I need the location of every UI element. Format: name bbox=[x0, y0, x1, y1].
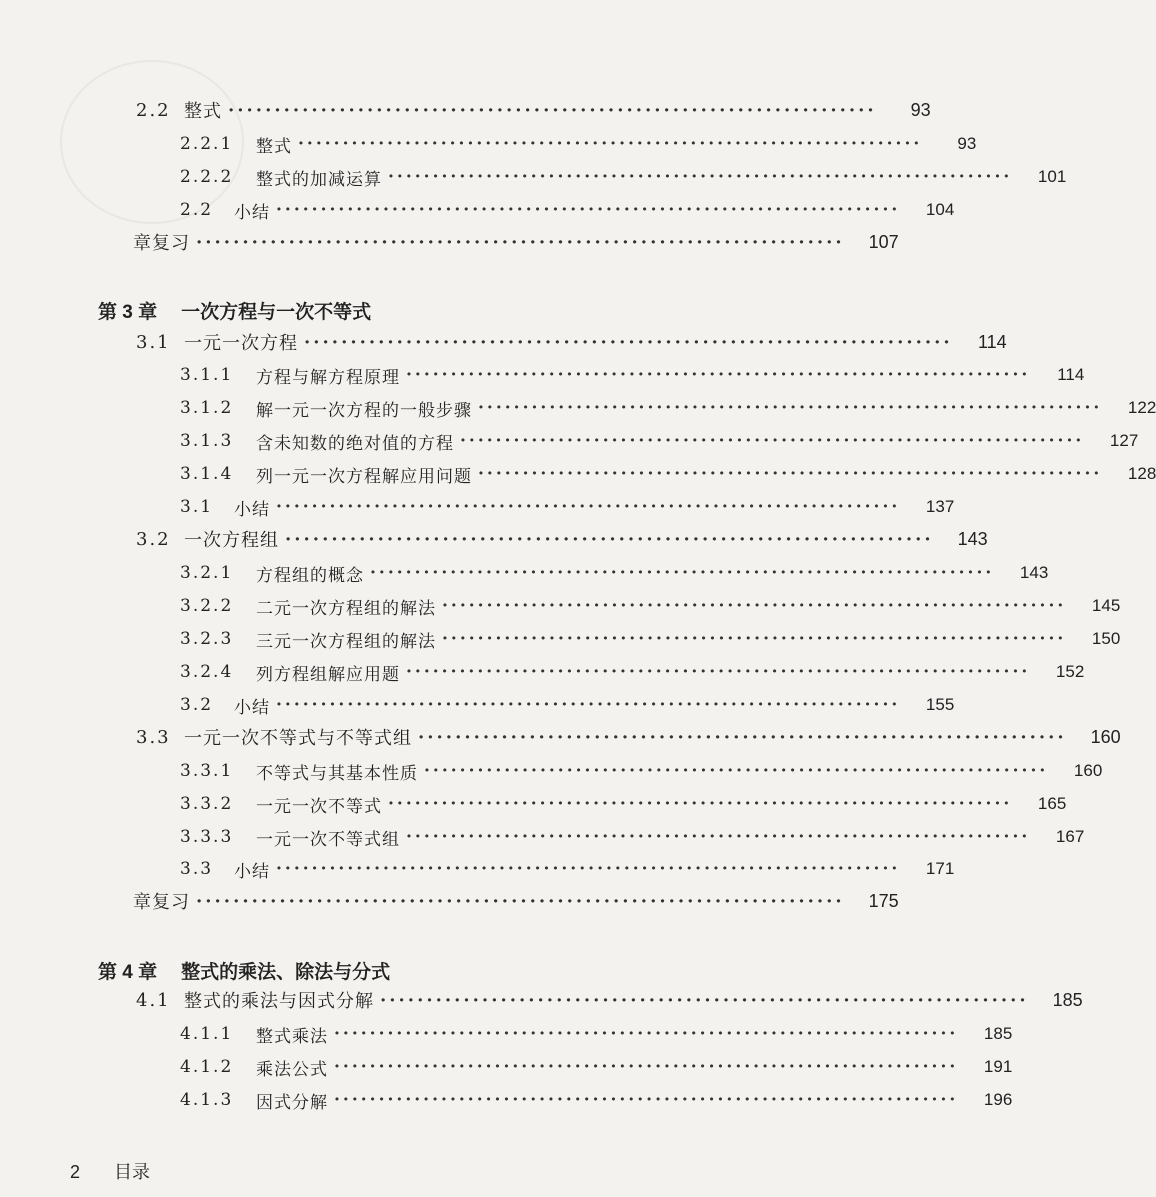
page-number: 107 bbox=[868, 231, 899, 252]
page-number: 160 bbox=[1090, 726, 1121, 747]
page-number: 171 bbox=[925, 859, 955, 878]
section-number: 3.1 bbox=[180, 497, 214, 517]
chapter-label: 第 4 章 bbox=[98, 962, 158, 983]
dot-leader: ······································································ bbox=[442, 629, 1067, 649]
section-title: 一次方程组 bbox=[184, 530, 279, 551]
toc-entry[interactable] bbox=[136, 984, 1083, 1016]
dot-leader: ······································································ bbox=[406, 662, 1031, 682]
dot-leader: ······································································ bbox=[388, 167, 1013, 187]
section-title: 不等式与其基本性质 bbox=[256, 763, 418, 784]
toc-entry[interactable] bbox=[180, 689, 955, 721]
page-footer bbox=[70, 1158, 150, 1184]
page-number: 93 bbox=[957, 134, 977, 153]
page-number: 185 bbox=[1052, 989, 1083, 1010]
dot-leader: ······································································ bbox=[388, 794, 1013, 814]
toc-entry[interactable] bbox=[136, 94, 931, 126]
chapter-heading[interactable] bbox=[98, 957, 390, 984]
page-number: 137 bbox=[925, 497, 955, 516]
page-number: 122 bbox=[1127, 398, 1156, 417]
page-number: 191 bbox=[983, 1057, 1013, 1076]
toc-entry[interactable] bbox=[180, 1018, 1013, 1050]
toc-entry[interactable] bbox=[180, 359, 1085, 391]
section-title: 小结 bbox=[234, 202, 270, 223]
page-number: 165 bbox=[1037, 794, 1067, 813]
dot-leader: ······································································ bbox=[334, 1090, 959, 1110]
section-number: 3.2.1 bbox=[180, 563, 234, 583]
dot-leader: ······································································ bbox=[228, 99, 877, 121]
section-number: 3.3.3 bbox=[180, 827, 234, 847]
section-number: 4.1 bbox=[136, 989, 171, 1011]
section-title: 方程组的概念 bbox=[256, 565, 364, 586]
dot-leader: ······································································ bbox=[276, 497, 901, 517]
dot-leader: ······································································ bbox=[406, 827, 1031, 847]
dot-leader: ······································································ bbox=[424, 761, 1049, 781]
page-number: 185 bbox=[983, 1024, 1013, 1043]
section-number: 3.2.2 bbox=[180, 596, 234, 616]
dot-leader: ······································································ bbox=[380, 989, 1029, 1011]
section-title: 章复习 bbox=[133, 892, 190, 913]
section-title: 小结 bbox=[234, 697, 270, 718]
toc-entry[interactable] bbox=[180, 821, 1085, 853]
page-number: 93 bbox=[910, 99, 931, 120]
toc-entry[interactable] bbox=[180, 1084, 1013, 1116]
section-number: 3.2.3 bbox=[180, 629, 234, 649]
chapter-title: 一次方程与一次不等式 bbox=[181, 302, 372, 323]
section-title: 三元一次方程组的解法 bbox=[256, 631, 436, 652]
dot-leader: ······································································ bbox=[196, 890, 845, 912]
section-title: 整式 bbox=[256, 136, 292, 157]
toc-entry[interactable] bbox=[180, 1051, 1013, 1083]
section-title: 一元一次不等式与不等式组 bbox=[184, 728, 412, 749]
toc-entry[interactable] bbox=[180, 392, 1156, 424]
page-number: 152 bbox=[1055, 662, 1085, 681]
section-number: 4.1.1 bbox=[180, 1024, 234, 1044]
dot-leader: ······································································ bbox=[460, 431, 1085, 451]
section-number: 3.1 bbox=[136, 331, 171, 353]
toc-entry[interactable] bbox=[180, 590, 1121, 622]
page-number: 167 bbox=[1055, 827, 1085, 846]
section-title: 整式乘法 bbox=[256, 1026, 328, 1047]
page-number: 104 bbox=[925, 200, 955, 219]
dot-leader: ······································································ bbox=[285, 528, 934, 550]
section-title: 含未知数的绝对值的方程 bbox=[256, 433, 454, 454]
dot-leader: ······································································ bbox=[418, 726, 1067, 748]
section-number: 3.2 bbox=[180, 695, 214, 715]
dot-leader: ······································································ bbox=[196, 231, 845, 253]
footer-label: 目录 bbox=[114, 1162, 151, 1182]
toc-entry[interactable] bbox=[180, 425, 1139, 457]
toc-entry[interactable] bbox=[180, 458, 1156, 490]
section-title: 列一元一次方程解应用问题 bbox=[256, 466, 472, 487]
dot-leader: ······································································ bbox=[406, 365, 1031, 385]
section-title: 小结 bbox=[234, 499, 270, 520]
footer-page-number: 2 bbox=[70, 1162, 81, 1182]
section-title: 一元一次方程 bbox=[184, 333, 298, 354]
page-number: 175 bbox=[868, 890, 899, 911]
toc-entry[interactable] bbox=[133, 885, 899, 917]
dot-leader: ······································································ bbox=[370, 563, 995, 583]
dot-leader: ······································································ bbox=[442, 596, 1067, 616]
toc-entry[interactable] bbox=[180, 656, 1085, 688]
dot-leader: ······································································ bbox=[478, 464, 1103, 484]
toc-entry[interactable] bbox=[180, 755, 1103, 787]
dot-leader: ······································································ bbox=[276, 200, 901, 220]
section-title: 乘法公式 bbox=[256, 1059, 328, 1080]
section-title: 整式 bbox=[184, 101, 222, 122]
chapter-heading[interactable] bbox=[98, 297, 371, 324]
page-number: 155 bbox=[925, 695, 955, 714]
toc-entry[interactable] bbox=[136, 523, 988, 555]
dot-leader: ······································································ bbox=[334, 1024, 959, 1044]
section-title: 二元一次方程组的解法 bbox=[256, 598, 436, 619]
toc-entry[interactable] bbox=[180, 788, 1067, 820]
dot-leader: ······································································ bbox=[478, 398, 1103, 418]
page-number: 150 bbox=[1091, 629, 1121, 648]
dot-leader: ······································································ bbox=[276, 859, 901, 879]
section-number: 3.1.4 bbox=[180, 464, 234, 484]
section-number: 3.1.2 bbox=[180, 398, 234, 418]
page-number: 101 bbox=[1037, 167, 1067, 186]
page-number: 196 bbox=[983, 1090, 1013, 1109]
section-title: 因式分解 bbox=[256, 1092, 328, 1113]
dot-leader: ······································································ bbox=[304, 331, 953, 353]
page-number: 160 bbox=[1073, 761, 1103, 780]
dot-leader: ······································································ bbox=[276, 695, 901, 715]
section-number: 4.1.3 bbox=[180, 1090, 234, 1110]
section-title: 列方程组解应用题 bbox=[256, 664, 400, 685]
toc-entry[interactable] bbox=[180, 491, 955, 523]
section-title: 整式的乘法与因式分解 bbox=[184, 991, 374, 1012]
toc-entry[interactable] bbox=[133, 226, 899, 258]
section-number: 3.2.4 bbox=[180, 662, 234, 682]
section-number: 2.2.2 bbox=[180, 167, 234, 187]
section-number: 3.1.3 bbox=[180, 431, 234, 451]
toc-entry[interactable] bbox=[180, 128, 977, 160]
section-title: 方程与解方程原理 bbox=[256, 367, 400, 388]
section-title: 一元一次不等式组 bbox=[256, 829, 400, 850]
section-number: 2.2 bbox=[180, 200, 214, 220]
dot-leader: ······································································ bbox=[334, 1057, 959, 1077]
section-title: 解一元一次方程的一般步骤 bbox=[256, 400, 472, 421]
chapter-label: 第 3 章 bbox=[98, 302, 158, 323]
section-title: 一元一次不等式 bbox=[256, 796, 382, 817]
section-title: 整式的加减运算 bbox=[256, 169, 382, 190]
toc-entry[interactable] bbox=[136, 326, 1007, 358]
toc-entry[interactable] bbox=[180, 623, 1121, 655]
dot-leader: ······································································ bbox=[298, 134, 923, 154]
page-number: 143 bbox=[957, 528, 988, 549]
section-number: 3.3 bbox=[180, 859, 214, 879]
section-number: 3.3 bbox=[136, 726, 171, 748]
page-number: 127 bbox=[1109, 431, 1139, 450]
toc-entry[interactable] bbox=[180, 161, 1067, 193]
page-number: 145 bbox=[1091, 596, 1121, 615]
section-number: 3.1.1 bbox=[180, 365, 234, 385]
section-number: 2.2 bbox=[136, 99, 171, 121]
section-number: 4.1.2 bbox=[180, 1057, 234, 1077]
toc-entry[interactable] bbox=[180, 194, 955, 226]
chapter-title: 整式的乘法、除法与分式 bbox=[181, 962, 391, 983]
toc-entry[interactable] bbox=[180, 853, 955, 885]
page-number: 114 bbox=[1057, 365, 1085, 384]
section-number: 3.3.1 bbox=[180, 761, 234, 781]
page-number: 114 bbox=[977, 331, 1007, 352]
section-number: 2.2.1 bbox=[180, 134, 234, 154]
page-number: 128 bbox=[1127, 464, 1156, 483]
toc-entry[interactable] bbox=[136, 721, 1121, 753]
section-number: 3.2 bbox=[136, 528, 171, 550]
section-number: 3.3.2 bbox=[180, 794, 234, 814]
page-number: 143 bbox=[1019, 563, 1049, 582]
section-title: 章复习 bbox=[133, 233, 190, 254]
section-title: 小结 bbox=[234, 861, 270, 882]
toc-entry[interactable] bbox=[180, 557, 1049, 589]
